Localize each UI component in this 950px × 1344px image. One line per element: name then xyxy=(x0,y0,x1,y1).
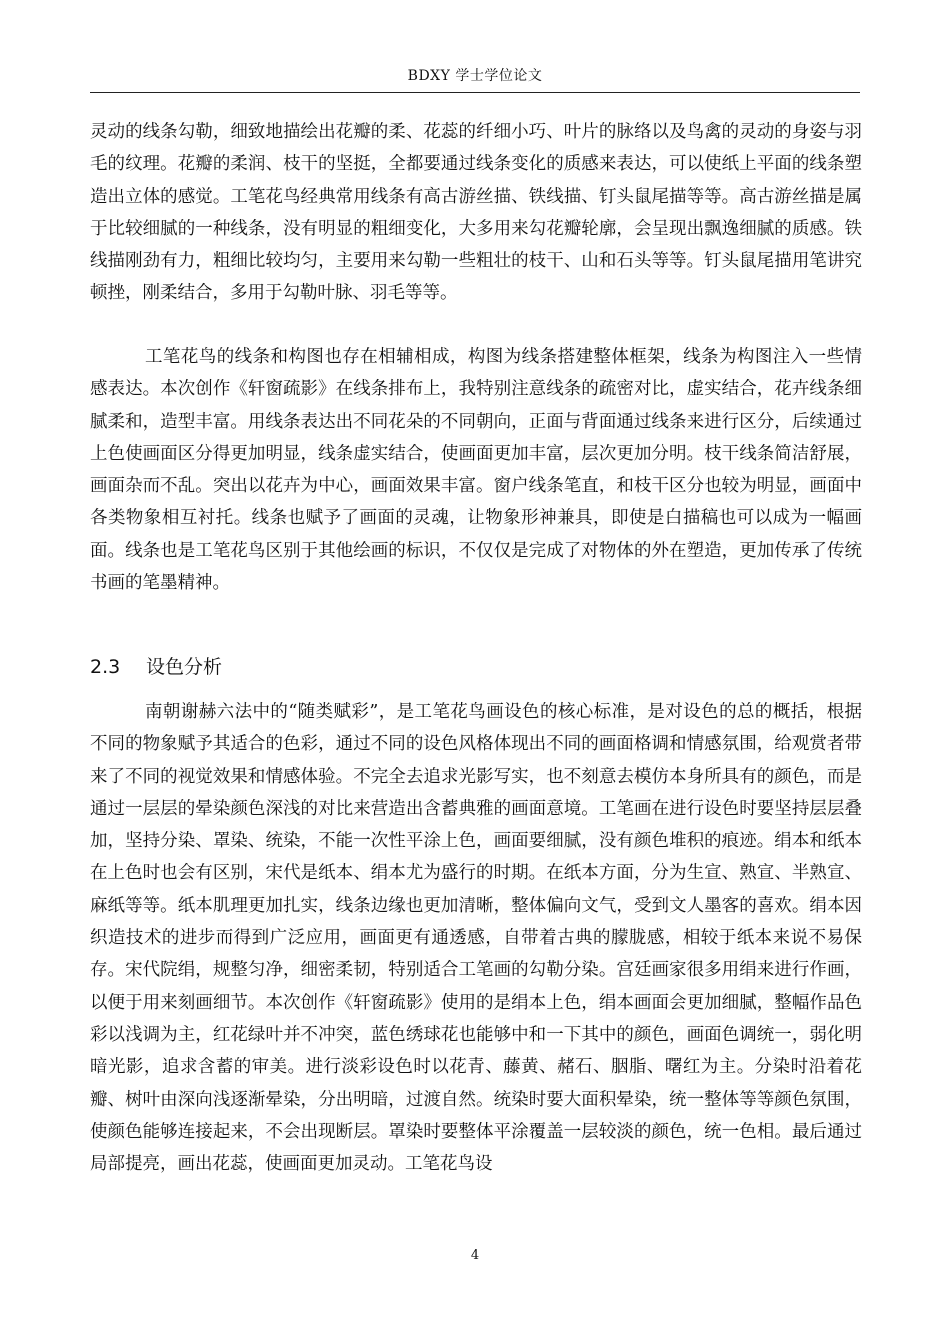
body-paragraph-2: 工笔花鸟的线条和构图也存在相辅相成，构图为线条搭建整体框架，线条为构图注入一些情感表达。本次创作《轩窗疏影》在线条排布上，我特别注意线条的疏密对比，虚实结合，花卉线条细腻柔和，造型丰富。用线条表达出不同花朵的不同朝向，正面与背面通过线条来进行区分，后续通过上色使画面区分得更加明显，线条虚实结合，使画面更加丰富，层次更加分明。枝干线条简洁舒展，画面杂而不乱。突出以花卉为中心，画面效果丰富。窗户线条笔直，和枝干区分也较为明显，画面中各类物象相互衬托。线条也赋予了画面的灵魂，让物象形神兼具，即使是白描稿也可以成为一幅画面。线条也是工笔花鸟区别于其他绘画的标识，不仅仅是完成了对物体的外在塑造，更加传承了传统书画的笔墨精神。 xyxy=(90,347,862,594)
body-paragraph-1: 灵动的线条勾勒，细致地描绘出花瓣的柔、花蕊的纤细小巧、叶片的脉络以及鸟禽的灵动的身姿与羽毛的纹理。花瓣的柔润、枝干的坚挺，全都要通过线条变化的质感来表达，可以使纸上平面的线条塑造出立体的感觉。工笔花鸟经典常用线条有高古游丝描、铁线描、钉头鼠尾描等等。高古游丝描是属于比较细腻的一种线条，没有明显的粗细变化，大多用来勾花瓣轮廓，会呈现出飘逸细腻的质感。铁线描刚劲有力，粗细比较均匀，主要用来勾勒一些粗壮的枝干、山和石头等等。钉头鼠尾描用笔讲究顿挫，刚柔结合，多用于勾勒叶脉、羽毛等等。 xyxy=(90,122,862,304)
body-paragraph-3: 南朝谢赫六法中的“随类赋彩”，是工笔花鸟画设色的核心标准，是对设色的总的概括，根据不同的物象赋予其适合的色彩，通过不同的设色风格体现出不同的画面格调和情感氛围，给观赏者带来了不同的视觉效果和情感体验。不完全去追求光影写实，也不刻意去模仿本身所具有的颜色，而是通过一层层的晕染颜色深浅的对比来营造出含蓄典雅的画面意境。工笔画在进行设色时要坚持层层叠加，坚持分染、罩染、统染，不能一次性平涂上色，画面要细腻，没有颜色堆积的痕迹。绢本和纸本在上色时也会有区别，宋代是纸本、绢本尤为盛行的时期。在纸本方面，分为生宣、熟宣、半熟宣、麻纸等等。纸本肌理更加扎实，线条边缘也更加清晰，整体偏向文气，受到文人墨客的喜欢。绢本因织造技术的进步而得到广泛应用，画面更有通透感，自带着古典的朦胧感，相较于纸本来说不易保存。宋代院绢，规整匀净，细密柔韧，特别适合工笔画的勾勒分染。宫廷画家很多用绢来进行作画，以便于用来刻画细节。本次创作《轩窗疏影》使用的是绢本上色，绢本画面会更加细腻，整幅作品色彩以浅调为主，红花绿叶并不冲突，蓝色绣球花也能够中和一下其中的颜色，画面色调统一，弱化明暗光影，追求含蓄的审美。进行淡彩设色时以花青、藤黄、赭石、胭脂、曙红为主。分染时沿着花瓣、树叶由深向浅逐渐晕染，分出明暗，过渡自然。统染时要大面积晕染，统一整体等等颜色氛围，使颜色能够连接起来，不会出现断层。罩染时要整体平涂覆盖一层较淡的颜色，统一色相。最后通过局部提亮，画出花蕊，使画面更加灵动。工笔花鸟设 xyxy=(90,702,862,1175)
header-title: BDXY 学士学位论文 xyxy=(407,68,543,84)
section-number: 2.3 xyxy=(90,656,121,678)
section-title: 设色分析 xyxy=(146,656,223,678)
page-number: 4 xyxy=(470,1248,480,1263)
section-heading xyxy=(90,652,222,682)
page-header xyxy=(90,66,860,93)
